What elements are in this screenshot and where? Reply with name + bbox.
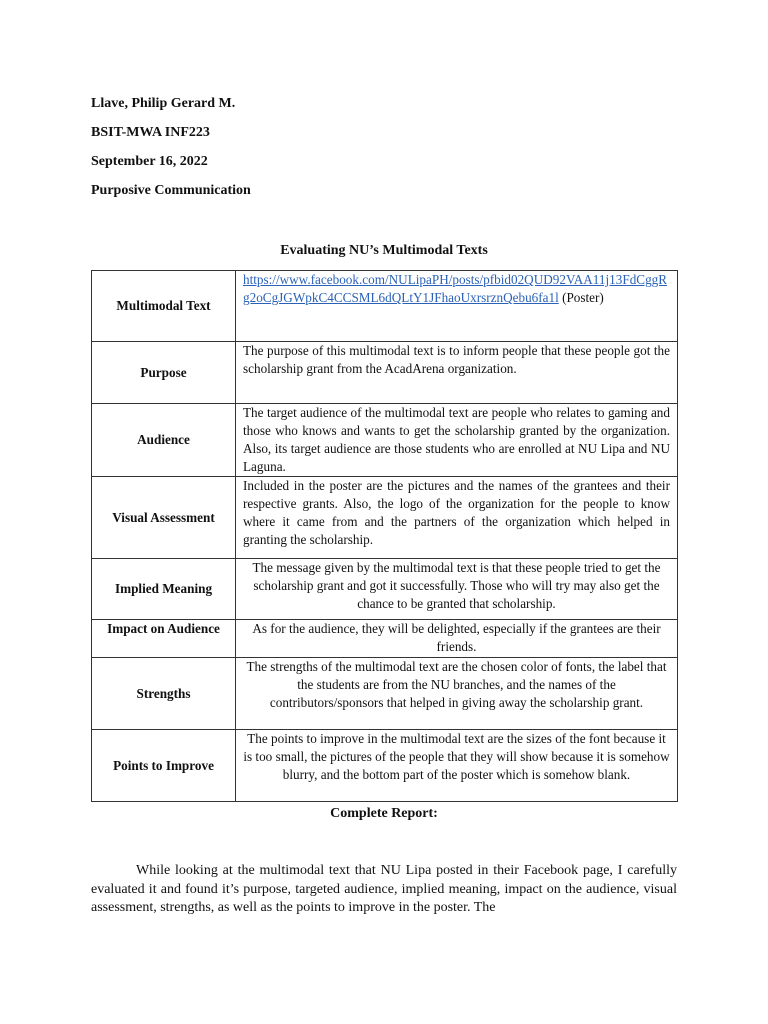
table-row bbox=[92, 620, 678, 658]
row-label: Purpose bbox=[92, 342, 236, 404]
row-label: Strengths bbox=[92, 658, 236, 730]
student-name: Llave, Philip Gerard M. bbox=[91, 96, 236, 111]
facebook-post-link[interactable]: https://www.facebook.com/NULipaPH/posts/pfbid02QUD92VAA11j13FdCggRg2oCgJGWpkC4CCSML6dQLtY1JFhaoUxrsrznQebu6fa1l bbox=[243, 272, 668, 305]
row-content: Included in the poster are the pictures and the names of the grantees and their respective grants. Also, the logo of the organization for the people to know where it came from and the partners of the organization which helped in granting the scholarship. bbox=[236, 477, 678, 559]
row-content: The points to improve in the multimodal text are the sizes of the font because it is too small, the pictures of the people that they will show because it is somehow blurry, and the bottom part of the poster which is somehow blank. bbox=[236, 730, 678, 802]
document-title: Evaluating NU’s Multimodal Texts bbox=[280, 243, 488, 258]
row-content: The strengths of the multimodal text are the chosen color of fonts, the label that the students are from the NU branches, and the names of the contributors/sponsors that helped in giving away the scholarship grant. bbox=[236, 658, 678, 730]
table-row bbox=[92, 559, 678, 620]
course-name: Purposive Communication bbox=[91, 183, 251, 198]
row-label: Points to Improve bbox=[92, 730, 236, 802]
row-content: The target audience of the multimodal text are people who relates to gaming and those who knows and wants to get the scholarship granted by the organization. Also, its target audience are those students who are enrolled at NU Lipa and NU Laguna. bbox=[236, 404, 678, 477]
row-label: Multimodal Text bbox=[92, 271, 236, 342]
table-row bbox=[92, 271, 678, 342]
row-label: Visual Assessment bbox=[92, 477, 236, 559]
row-content bbox=[236, 271, 678, 342]
row-label: Impact on Audience bbox=[92, 620, 236, 658]
report-paragraph: While looking at the multimodal text that NU Lipa posted in their Facebook page, I carefully evaluated it and found it’s purpose, targeted audience, implied meaning, impact on the audience, visual assessment, strengths, as well as the points to improve in the poster. The bbox=[91, 863, 677, 915]
table-row bbox=[92, 730, 678, 802]
row-content: The message given by the multimodal text is that these people tried to get the scholarship grant and got it successfully. Those who will try may also get the chance to be granted that scholarship. bbox=[236, 559, 678, 620]
student-section: BSIT-MWA INF223 bbox=[91, 125, 210, 140]
link-suffix: (Poster) bbox=[558, 290, 604, 305]
row-content: The purpose of this multimodal text is to inform people that these people got the scholarship grant from the AcadArena organization. bbox=[236, 342, 678, 404]
table-row bbox=[92, 404, 678, 477]
table-row bbox=[92, 658, 678, 730]
report-heading: Complete Report: bbox=[330, 806, 438, 821]
table-row bbox=[92, 477, 678, 559]
row-content: As for the audience, they will be delighted, especially if the grantees are their friends. bbox=[236, 620, 678, 658]
row-label: Audience bbox=[92, 404, 236, 477]
row-label: Implied Meaning bbox=[92, 559, 236, 620]
evaluation-table bbox=[91, 270, 678, 802]
table-row bbox=[92, 342, 678, 404]
submission-date: September 16, 2022 bbox=[91, 154, 208, 169]
